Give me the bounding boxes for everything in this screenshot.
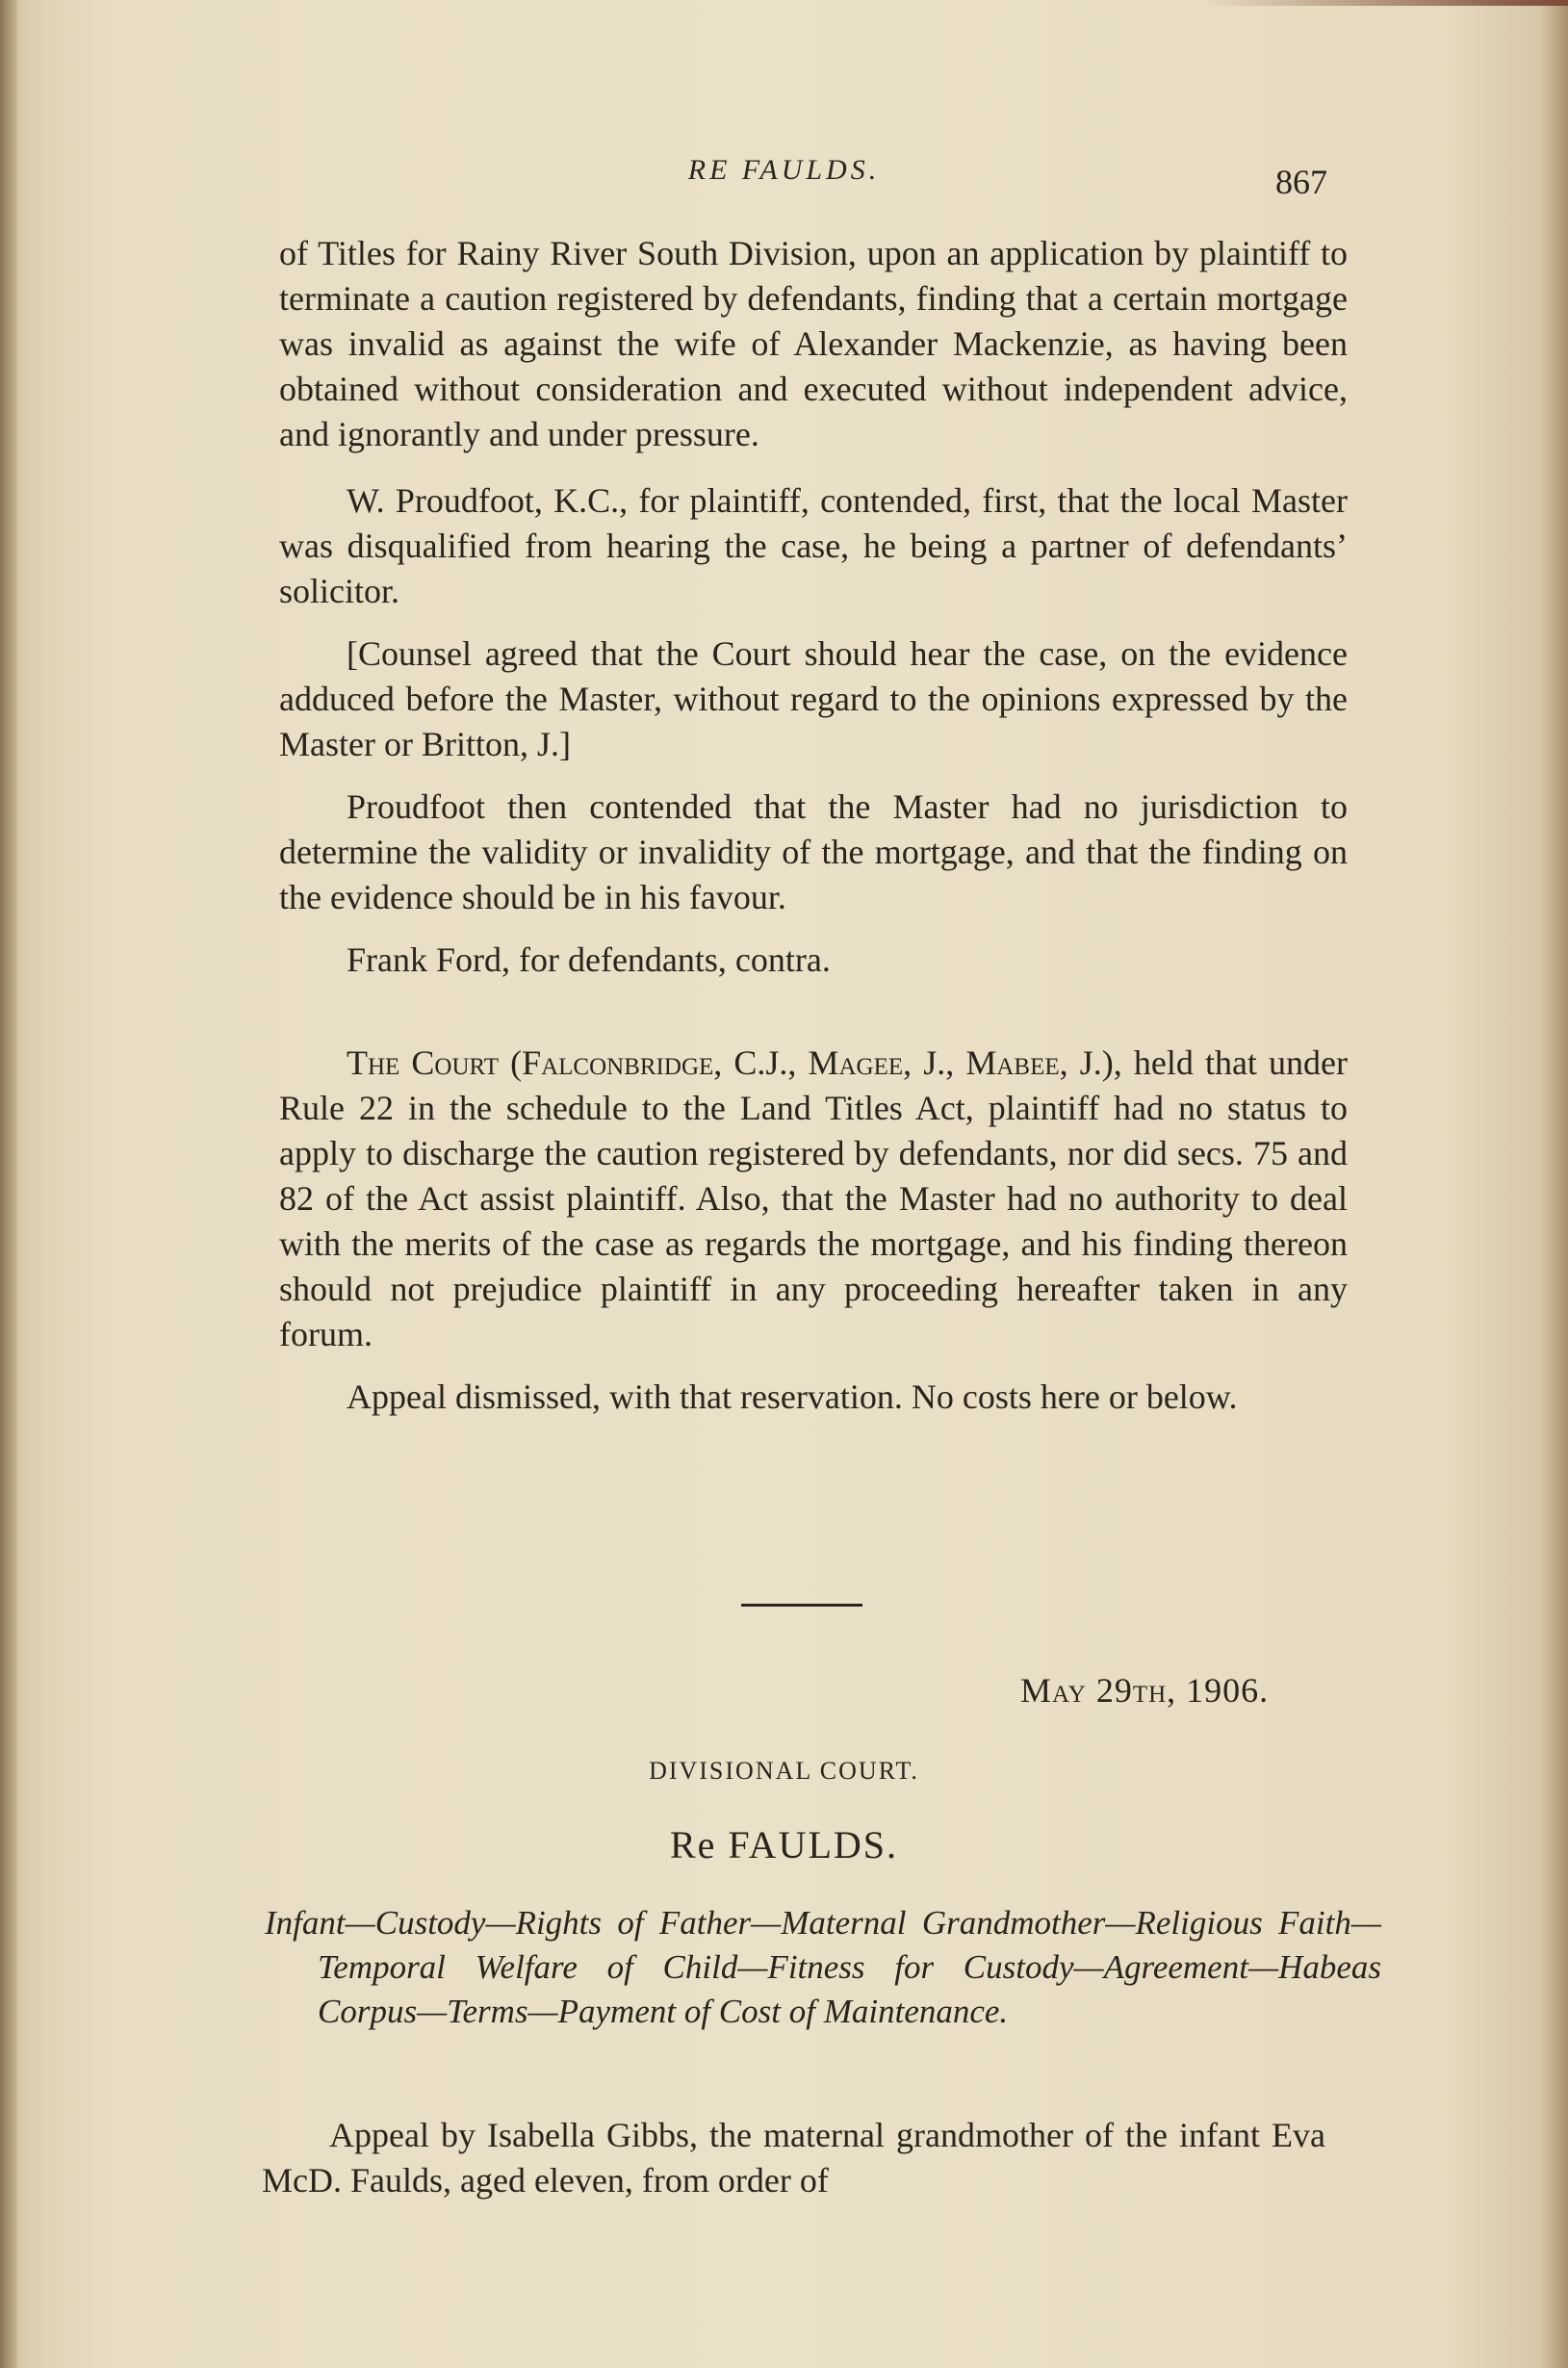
paragraph-jurisdiction-argument: Proudfoot then contended that the Master had no jurisdiction to determine the validity or invalidity of the mortgage, and that the finding on the evidence should be in his favour. (279, 787, 1348, 916)
page-spine-edge (0, 0, 17, 2368)
section-divider (741, 1604, 862, 1607)
paragraph-proudfoot-argument: W. Proudfoot, K.C., for plaintiff, contended, first, that the local Master was disqualified from hearing the case, he being a partner of defendants’ solicitor. (279, 481, 1348, 610)
page-top-edge (1203, 0, 1568, 6)
court-holding-text: held that under Rule 22 in the schedule to the Land Titles Act, plaintiff had no status to apply to discharge the caution registered by defendants, nor did secs. 75 and 82 of the Act assist plaintiff. Also, that the Master had no authority to deal with the merits of the case as regards the mortgage, and his finding thereon should not prejudice plaintiff in any proceeding hereafter taken in any forum. (279, 1043, 1348, 1353)
case-title: Re FAULDS. (669, 1823, 899, 1866)
running-head: RE FAULDS. (687, 154, 881, 186)
paragraph-disposition: Appeal dismissed, with that reservation. No costs here or below. (347, 1377, 1238, 1416)
paragraph-continuation: of Titles for Rainy River South Division, upon an application by plaintiff to terminate a caution registered by defendants, finding that a certain mortgage was invalid as against the wife of Alexander Mackenzie, as having been obtained without consideration and executed without independent advice, and ignorantly and under pressure. (279, 234, 1348, 453)
paragraph-counsel-defendants: Frank Ford, for defendants, contra. (347, 940, 831, 979)
next-case-text-block (262, 2113, 1325, 2203)
court-judges: (Falconbridge, C.J., Magee, J., Mabee, J.), (510, 1043, 1122, 1082)
decision-date: May 29th, 1906. (1020, 1671, 1270, 1710)
paragraph-appeal-opening: Appeal by Isabella Gibbs, the maternal grandmother of the infant Eva McD. Faulds, aged eleven, from order of (262, 2116, 1325, 2200)
paragraph-counsel-agreement: [Counsel agreed that the Court should hear the case, on the evidence adduced before the Master, without regard to the opinions expressed by the Master or Britton, J.] (279, 634, 1348, 763)
court-label: The Court (347, 1043, 499, 1082)
court-name: DIVISIONAL COURT. (649, 1757, 919, 1785)
main-text-block (279, 231, 1348, 1420)
headnote: Infant—Custody—Rights of Father—Maternal Grandmother—Religious Faith—Temporal Welfare of Child—Fitness for Custody—Agreement—Habeas Corpus—Terms—Payment of Cost of Maintenance. (265, 1904, 1381, 2030)
paragraph-court-holding (279, 1041, 1348, 1357)
page-number: 867 (1275, 163, 1327, 201)
